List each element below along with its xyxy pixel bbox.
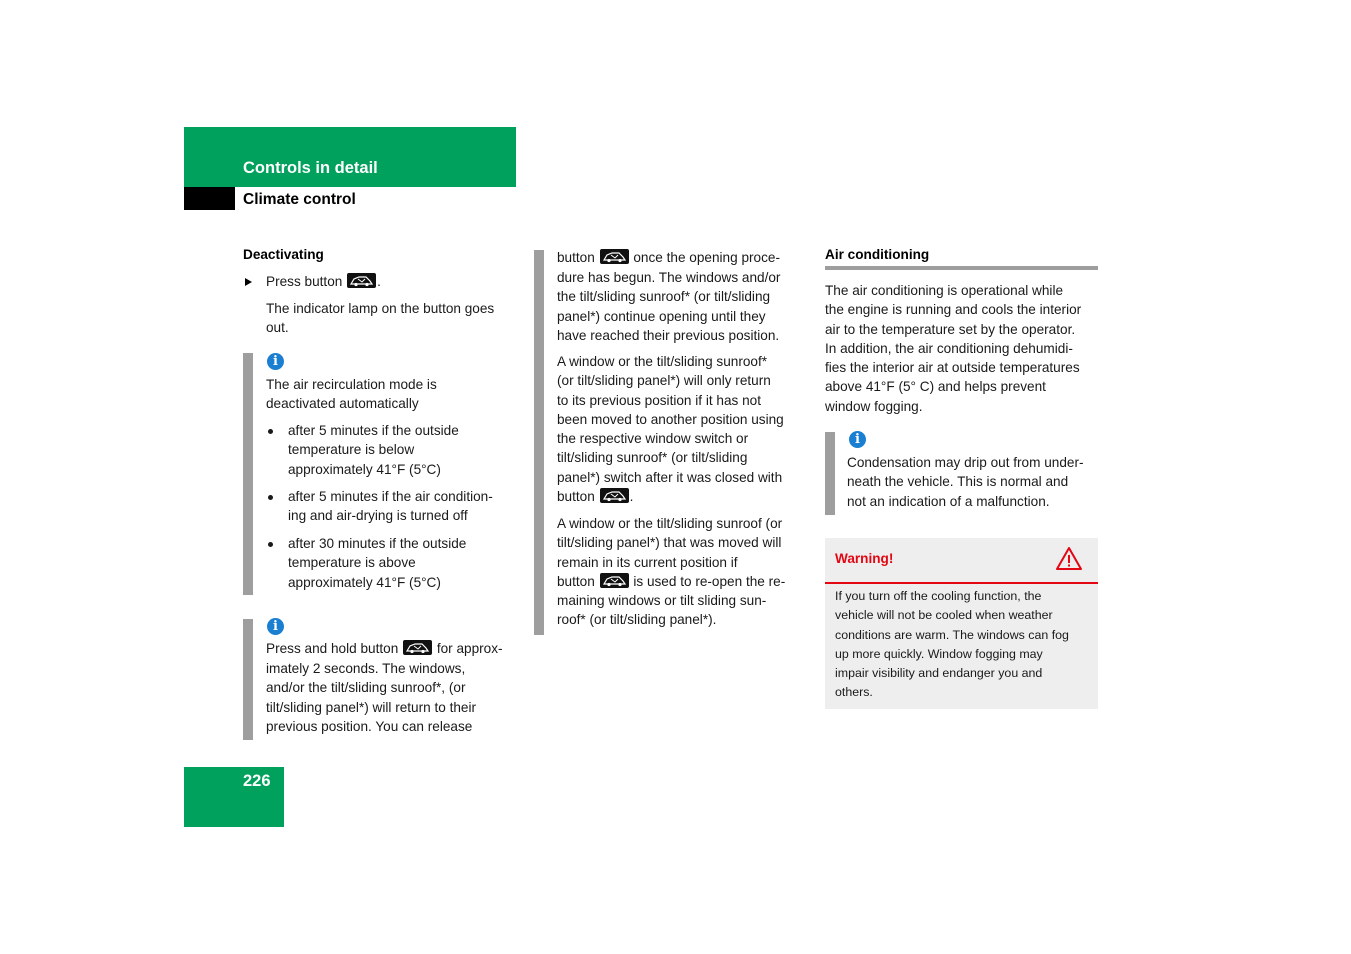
info-icon: i	[849, 431, 866, 448]
warning-line: vehicle will not be cooled when weather	[835, 608, 1053, 623]
info-line: previous position. You can release	[266, 718, 473, 734]
step-suffix: .	[377, 274, 381, 289]
warning-divider	[825, 582, 1098, 584]
step-arrow-icon	[245, 278, 252, 286]
para-line: air to the temperature set by the operator.	[825, 321, 1076, 337]
warning-line: If you turn off the cooling function, the	[835, 589, 1042, 603]
mid-para1-body	[557, 268, 780, 345]
info-line: Condensation may drip out from under-	[847, 455, 1084, 470]
deactivate-result	[266, 299, 494, 338]
list-item-line: temperature is below	[288, 442, 415, 458]
car-window-button-icon	[347, 273, 376, 288]
info-line: not an indication of a malfunction.	[847, 493, 1050, 509]
warning-body	[835, 587, 1069, 703]
heading-rule	[825, 266, 1098, 270]
air-conditioning-body	[825, 281, 1081, 416]
result-line: out.	[266, 320, 289, 336]
info-box-bar	[825, 432, 835, 515]
condensation-info	[847, 453, 1084, 511]
para-line: The air conditioning is operational while	[825, 283, 1064, 298]
info-box-bar	[243, 619, 253, 740]
info-line: imately 2 seconds. The windows,	[266, 661, 466, 676]
info-line: tilt/sliding panel*) will return to their	[266, 699, 477, 715]
list-item-line: ing and air-drying is turned off	[288, 508, 468, 524]
info-line: The air recirculation mode is	[266, 377, 437, 392]
bullet-icon	[268, 429, 273, 434]
para-line: (or tilt/sliding panel*) will only return	[557, 373, 771, 389]
para-line: the tilt/sliding sunroof* (or tilt/sliding	[557, 289, 771, 305]
info-line: neath the vehicle. This is normal and	[847, 474, 1069, 490]
warning-line: conditions are warm. The windows can fog	[835, 627, 1069, 642]
mid-para3-body	[557, 514, 785, 630]
info-box-2-body	[266, 659, 476, 736]
warning-title: Warning!	[835, 551, 894, 566]
list-item	[288, 487, 493, 526]
para-line: been moved to another position using	[557, 411, 784, 427]
header-band	[184, 127, 516, 187]
para-text: button	[557, 573, 595, 589]
para-line: have reached their previous position.	[557, 327, 780, 343]
para-line: the respective window switch or	[557, 431, 749, 447]
warning-line: up more quickly. Window fogging may	[835, 646, 1043, 661]
mid-para1-first-line	[557, 248, 780, 267]
mid-para2-body	[557, 352, 784, 506]
warning-triangle-icon	[1055, 546, 1083, 576]
info-box-2-first-line	[266, 639, 503, 658]
warning-line: others.	[835, 685, 873, 700]
para-line: roof* (or tilt/sliding panel*).	[557, 612, 717, 628]
para-line: to its previous position if it has not	[557, 392, 762, 408]
para-text: button	[557, 250, 595, 265]
para-line: above 41°F (5° C) and helps prevent	[825, 379, 1046, 395]
para-line: panel*) switch after it was closed with	[557, 469, 783, 485]
para-line: fies the interior air at outside temperatures	[825, 360, 1080, 376]
para-line: tilt/sliding sunroof* (or tilt/sliding	[557, 450, 748, 466]
para-line: tilt/sliding panel*) that was moved will	[557, 535, 782, 551]
info-box-1-intro	[266, 375, 437, 414]
para-line: the engine is running and cools the interior	[825, 302, 1082, 318]
warning-line: impair visibility and endanger you and	[835, 666, 1043, 681]
list-item-line: after 5 minutes if the outside	[288, 423, 459, 438]
info-box-bar	[243, 353, 253, 595]
para-line: In addition, the air conditioning dehumidi-	[825, 340, 1073, 356]
para-text: .	[629, 489, 634, 505]
list-item-line: temperature is above	[288, 555, 416, 571]
page-number: 226	[243, 772, 271, 790]
para-text: button	[557, 489, 595, 505]
car-window-button-icon	[600, 249, 629, 264]
info-icon: i	[267, 618, 284, 635]
info-line: and/or the tilt/sliding sunroof*, (or	[266, 680, 466, 696]
bullet-icon	[268, 542, 273, 547]
info-text: for approx-	[436, 641, 503, 656]
air-conditioning-heading: Air conditioning	[825, 247, 930, 262]
result-line: The indicator lamp on the button goes	[266, 301, 495, 316]
para-line	[557, 487, 784, 506]
subsection-marker	[184, 187, 235, 210]
info-text: Press and hold button	[266, 641, 399, 656]
para-line: window fogging.	[825, 398, 923, 414]
deactivate-step	[266, 272, 381, 291]
para-line	[557, 572, 785, 591]
step-text: Press button	[266, 274, 343, 289]
para-text: is used to re-open the re-	[633, 573, 786, 589]
list-item-line: after 30 minutes if the outside	[288, 536, 467, 551]
list-item	[288, 421, 459, 479]
para-text: once the opening proce-	[633, 250, 780, 265]
subsection-title: Climate control	[243, 191, 356, 208]
list-item-line: approximately 41°F (5°C)	[288, 461, 441, 477]
list-item-line: after 5 minutes if the air condition-	[288, 489, 493, 504]
para-line: panel*) continue opening until they	[557, 308, 766, 324]
info-icon: i	[267, 353, 284, 370]
list-item	[288, 534, 466, 592]
section-title: Controls in detail	[243, 159, 378, 177]
para-line: maining windows or tilt sliding sun-	[557, 593, 767, 609]
list-item-line: approximately 41°F (5°C)	[288, 574, 441, 590]
car-window-button-icon	[403, 640, 432, 655]
info-line: deactivated automatically	[266, 396, 419, 412]
car-window-button-icon	[600, 488, 629, 503]
info-box-bar	[534, 250, 544, 635]
para-line: A window or the tilt/sliding sunroof (or	[557, 516, 783, 531]
para-line: remain in its current position if	[557, 554, 738, 570]
deactivating-heading: Deactivating	[243, 247, 324, 262]
para-line: dure has begun. The windows and/or	[557, 270, 781, 285]
bullet-icon	[268, 495, 273, 500]
car-window-button-icon	[600, 573, 629, 588]
para-line: A window or the tilt/sliding sunroof*	[557, 354, 768, 369]
